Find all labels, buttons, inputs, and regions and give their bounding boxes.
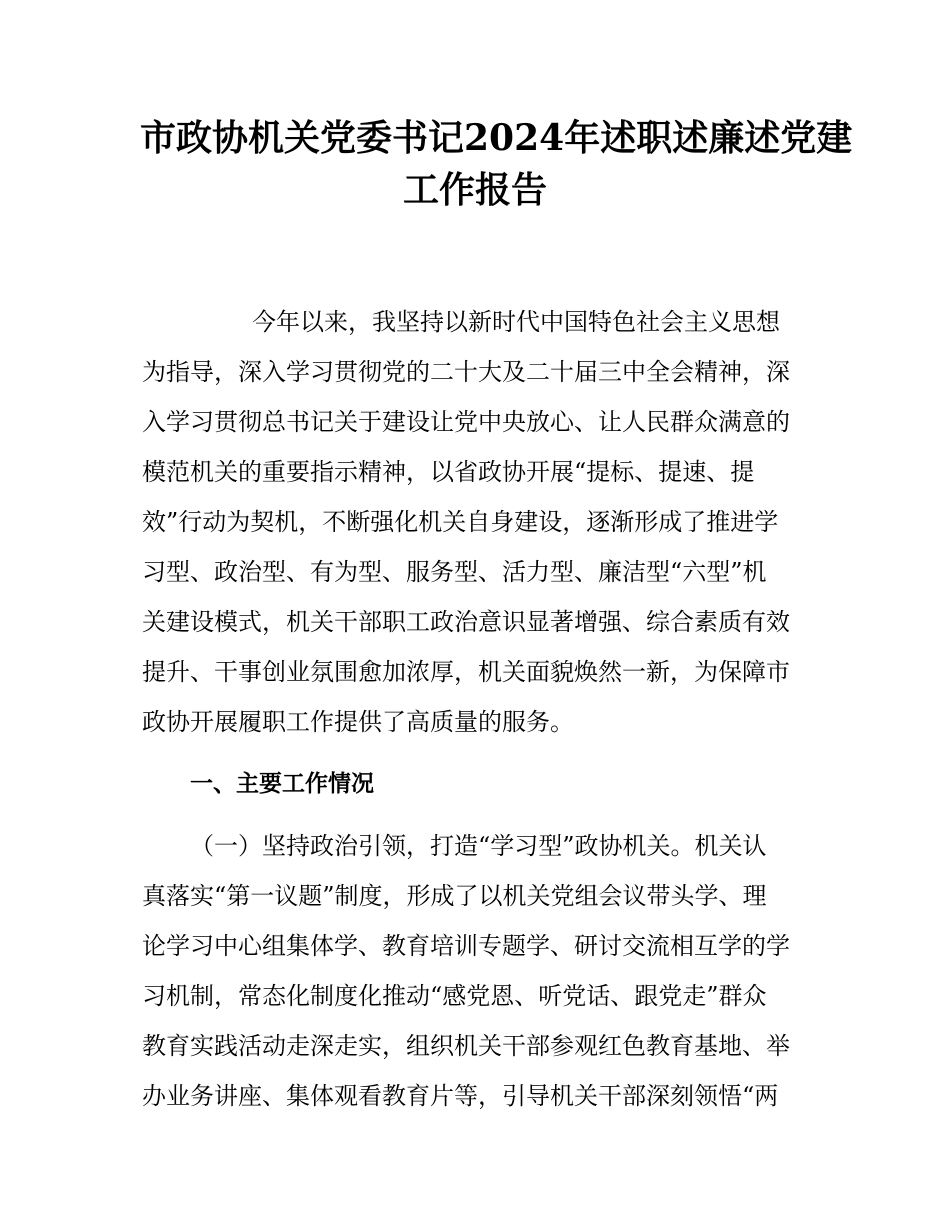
section-line: 办业务讲座、集体观看教育片等，引导机关干部深刻领悟“两	[142, 1082, 779, 1110]
section-line: （一）坚持政治引领，打造“学习型”政协机关。机关认	[190, 832, 767, 860]
document-title-line-2: 工作报告	[402, 169, 547, 211]
document-title-line-1: 市政协机关党委书记2024年述职述廉述党建	[140, 117, 853, 159]
intro-line: 习型、政治型、有为型、服务型、活力型、廉洁型“六型”机	[142, 558, 767, 586]
intro-line: 提升、干事创业氛围愈加浓厚，机关面貌焕然一新，为保障市	[142, 658, 790, 686]
intro-line: 政协开展履职工作提供了高质量的服务。	[142, 708, 574, 736]
intro-line: 效”行动为契机，不断强化机关自身建设，逐渐形成了推进学	[142, 508, 779, 536]
section-line: 论学习中心组集体学、教育培训专题学、研讨交流相互学的学	[142, 932, 790, 960]
intro-line: 今年以来，我坚持以新时代中国特色社会主义思想	[252, 308, 780, 336]
section-heading: 一、主要工作情况	[190, 771, 374, 797]
intro-line: 关建设模式，机关干部职工政治意识显著增强、综合素质有效	[142, 608, 790, 636]
section-line: 真落实“第一议题”制度，形成了以机关党组会议带头学、理	[142, 882, 767, 910]
section-line: 教育实践活动走深走实，组织机关干部参观红色教育基地、举	[142, 1032, 790, 1060]
intro-line: 入学习贯彻总书记关于建设让党中央放心、让人民群众满意的	[142, 408, 790, 436]
intro-line: 模范机关的重要指示精神，以省政协开展“提标、提速、提	[142, 458, 755, 486]
section-line: 习机制，常态化制度化推动“感党恩、听党话、跟党走”群众	[142, 982, 767, 1010]
intro-line: 为指导，深入学习贯彻党的二十大及二十届三中全会精神，深	[142, 358, 790, 386]
